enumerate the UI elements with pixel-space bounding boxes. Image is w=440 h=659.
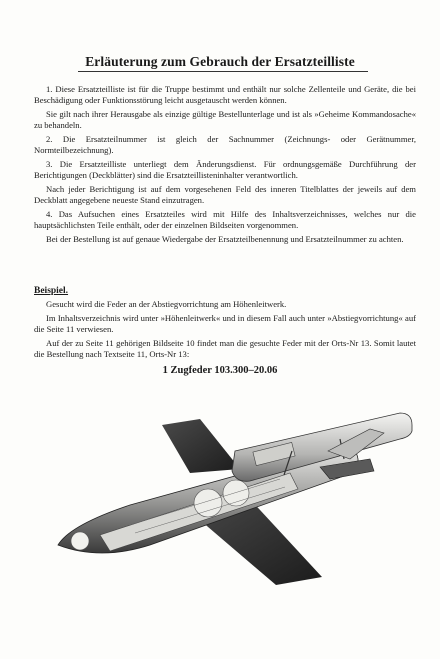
paragraph-3b: Nach jeder Berichtigung ist auf dem vorgesehenen Feld des inneren Titelblattes der jeweils auf dem Deckblatt angegebene neueste Stand einzutragen. [34, 184, 416, 205]
example-line-2: Im Inhaltsverzeichnis wird unter »Höhenleitwerk« und in diesem Fall auch unter »Abstiegvorrichtung« auf die Seite 11 verwiesen. [34, 313, 416, 334]
order-example: 1 Zugfeder 103.300–20.06 [162, 365, 278, 376]
instructions-body [34, 84, 416, 248]
example-body [34, 299, 416, 363]
page-title: Erläuterung zum Gebrauch der Ersatzteilliste [85, 54, 355, 69]
upper-wing [162, 419, 240, 473]
paragraph-2: 2. Die Ersatzteilnummer ist gleich der Sachnummer (Zeichnungs- oder Gerätnummer, Normteilbezeichnung). [34, 134, 416, 155]
example-line-3: Auf der zu Seite 11 gehörigen Bildseite 10 findet man die gesuchte Feder mit der Orts-Nr 13. Somit lautet die Bestellung nach Textseite 11, Orts-Nr 13: [34, 338, 416, 359]
fuel-tank-sphere-1 [194, 489, 222, 517]
nose-compartment [71, 532, 89, 550]
example-heading: Beispiel. [34, 286, 69, 296]
title-underline [78, 71, 368, 72]
paragraph-1: 1. Diese Ersatzteilliste ist für die Truppe bestimmt und enthält nur solche Zellenteile und Geräte, die bei Beschädigung oder Funktionsstörung leicht ausgetauscht werden können. [34, 84, 416, 105]
cutaway-aircraft-illustration [40, 385, 430, 595]
paragraph-1b: Sie gilt nach ihrer Herausgabe als einzige gültige Bestellunterlage und ist als »Geheime Kommandosache« zu behandeln. [34, 109, 416, 130]
paragraph-3: 3. Die Ersatzteilliste unterliegt dem Änderungsdienst. Für ordnungsgemäße Durchführung der Berichtigungen (Deckblätter) sind die Ersatzteillisteninhalter verantwortlich. [34, 159, 416, 180]
example-line-1: Gesucht wird die Feder an der Abstiegvorrichtung am Höhenleitwerk. [46, 299, 287, 309]
paragraph-4b: Bei der Bestellung ist auf genaue Wiedergabe der Ersatzteilbenennung und Ersatzteilnummer zu achten. [46, 234, 404, 244]
paragraph-4: 4. Das Aufsuchen eines Ersatzteiles wird mit Hilfe des Inhaltsverzeichnisses, welches nur die hauptsächlichsten Teile enthält, oder der einzelnen Bildseiten vorgenommen. [34, 209, 416, 230]
